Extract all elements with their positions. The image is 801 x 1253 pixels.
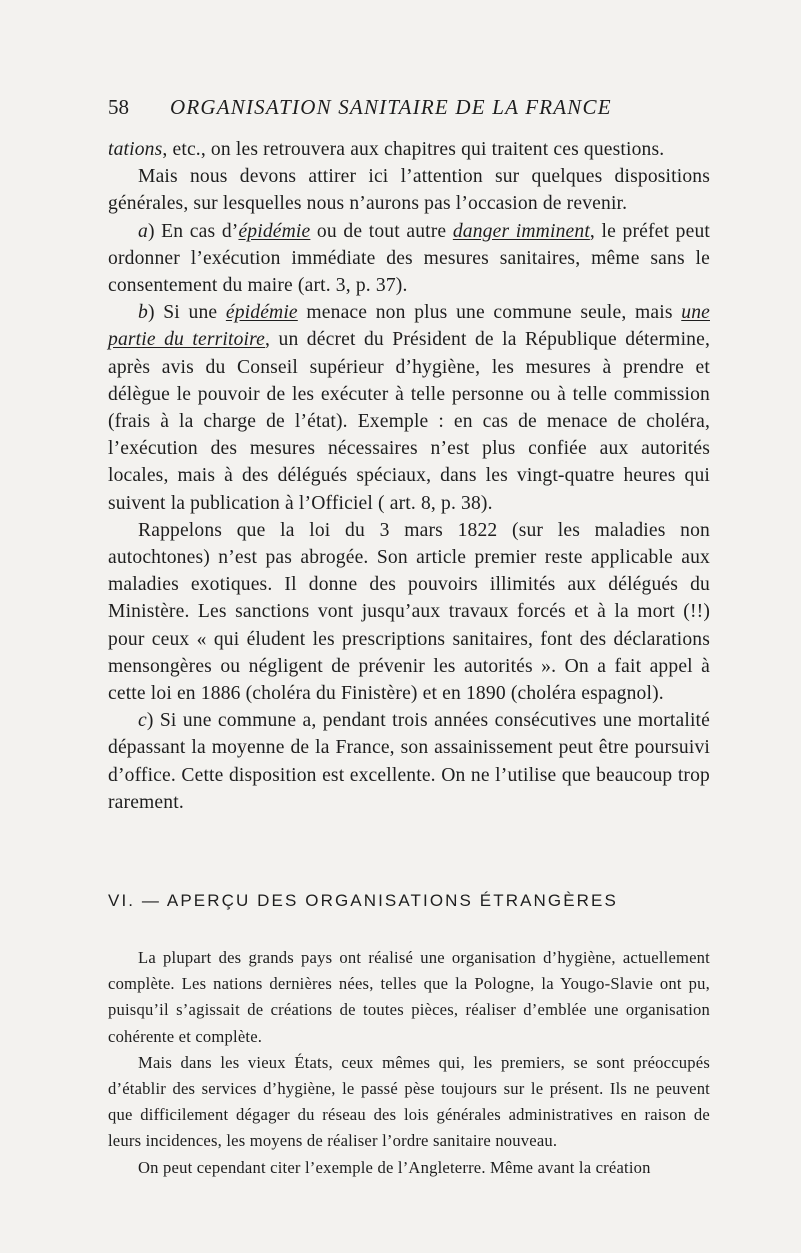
section-paragraph: On peut cependant citer l’exemple de l’Angleterre. Même avant la création (138, 1157, 651, 1177)
main-text (108, 136, 710, 816)
paragraph-b: b) Si une épidémie menace non plus une commune seule, mais une partie du territoire, un décret du Président de la République détermine, après avis du Conseil supérieur d’hygiène, les mesures à prendre et délègue le pouvoir de les exécuter à telle personne ou à telle commission (frais à la charge de l’état). Exemple : en cas de menace de choléra, l’exécution des mesures nécessaires n’est plus confiée aux autorités locales, mais à des délégués spéciaux, dans les vingt-quatre heures qui suivent la publication à l’Officiel ( art. 8, p. 38). (108, 302, 711, 514)
section-heading: VI. — APERÇU DES ORGANISATIONS ÉTRANGÈRES (108, 891, 618, 910)
paragraph-continuation: tations, etc., on les retrouvera aux chapitres qui traitent ces questions. (108, 139, 665, 160)
section-paragraph: La plupart des grands pays ont réalisé une organisation d’hygiène, actuellement complète. Les nations dernières nées, telles que la Pologne, la Yougo-Slavie ont pu, puisqu’il s’agissait de créations de toutes pièces, réaliser d’emblée une organisation cohérente et complète. (108, 948, 710, 1046)
section-paragraph: Mais dans les vieux États, ceux mêmes qui, les premiers, se sont préoccupés d’établir des services d’hygiène, le passé pèse toujours sur le présent. Ils ne peuvent que difficilement dégager du réseau des lois générales administratives en raison de leurs incidences, les moyens de réaliser l’ordre sanitaire nouveau. (108, 1052, 710, 1151)
page-number: 58 (108, 95, 129, 119)
paragraph-general-dispositions: Mais nous devons attirer ici l’attention sur quelques dispositions générales, sur lesquelles nous n’aurons pas l’occasion de revenir. (108, 166, 710, 215)
running-title: ORGANISATION SANITAIRE DE LA FRANCE (170, 95, 612, 119)
paragraph-a: a) En cas d’épidémie ou de tout autre danger imminent, le préfet peut ordonner l’exécution immédiate des mesures sanitaires, même sans le consentement du maire (art. 3, p. 37). (108, 220, 710, 297)
section-text (108, 945, 710, 1181)
paragraph-c: c) Si une commune a, pendant trois années consécutives une mortalité dépassant la moyenne de la France, son assainissement peut être poursuivi d’office. Cette disposition est excellente. On ne l’utilise que beaucoup trop rarement. (108, 710, 710, 813)
paragraph-law-1822: Rappelons que la loi du 3 mars 1822 (sur les maladies non autochtones) n’est pas abrogée. Son article premier reste applicable aux maladies exotiques. Il donne des pouvoirs illimités aux délégués du Ministère. Les sanctions vont jusqu’aux travaux forcés et à la mort (!!) pour ceux « qui éludent les prescriptions sanitaires, font des déclarations mensongères ou négligent de prévenir les autorités ». On a fait appel à cette loi en 1886 (choléra du Finistère) et en 1890 (choléra espagnol). (108, 519, 710, 705)
